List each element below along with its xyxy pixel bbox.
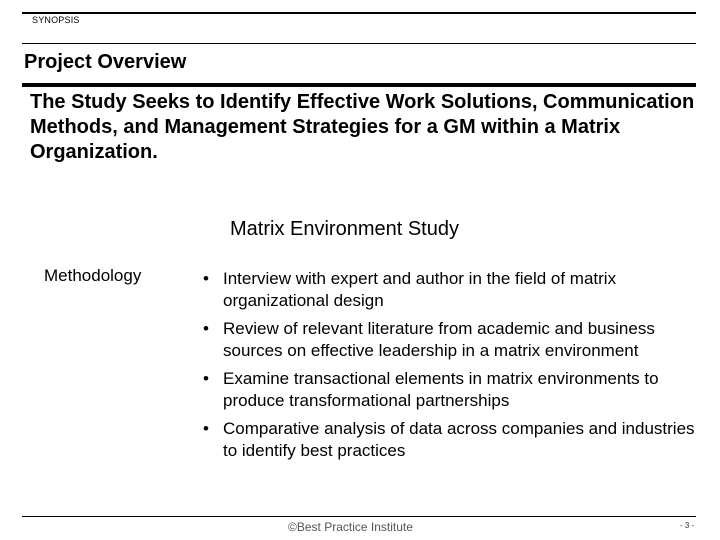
page-title: Project Overview <box>24 51 187 73</box>
list-item-text: Interview with expert and author in the field of matrix organizational design <box>223 269 617 310</box>
list-item <box>203 368 703 411</box>
page-number: - 3 - <box>680 521 695 530</box>
bullet-icon: • <box>203 369 209 388</box>
bullet-icon: • <box>203 319 209 338</box>
list-item-text: Review of relevant literature from academic and business sources on effective leadership in a matrix environment <box>223 319 655 360</box>
list-item <box>203 268 703 311</box>
footer-rule <box>22 516 696 517</box>
list-item-text: Examine transactional elements in matrix environments to produce transformational partnerships <box>223 369 659 410</box>
list-item-text: Comparative analysis of data across companies and industries to identify best practices <box>223 419 695 460</box>
list-item <box>203 418 703 461</box>
methodology-label: Methodology <box>44 266 142 285</box>
footer-organization: ©Best Practice Institute <box>288 520 413 534</box>
bullet-icon: • <box>203 269 209 288</box>
list-item <box>203 318 703 361</box>
section-label: SYNOPSIS <box>32 15 80 25</box>
headline: The Study Seeks to Identify Effective Work Solutions, Communication Methods, and Management Strategies for a GM within a Matrix Organization. <box>30 91 695 163</box>
methodology-list <box>203 268 703 468</box>
title-bar <box>22 83 696 87</box>
title-underline <box>22 43 696 44</box>
top-rule <box>22 12 696 14</box>
study-title: Matrix Environment Study <box>230 218 459 240</box>
bullet-icon: • <box>203 419 209 438</box>
